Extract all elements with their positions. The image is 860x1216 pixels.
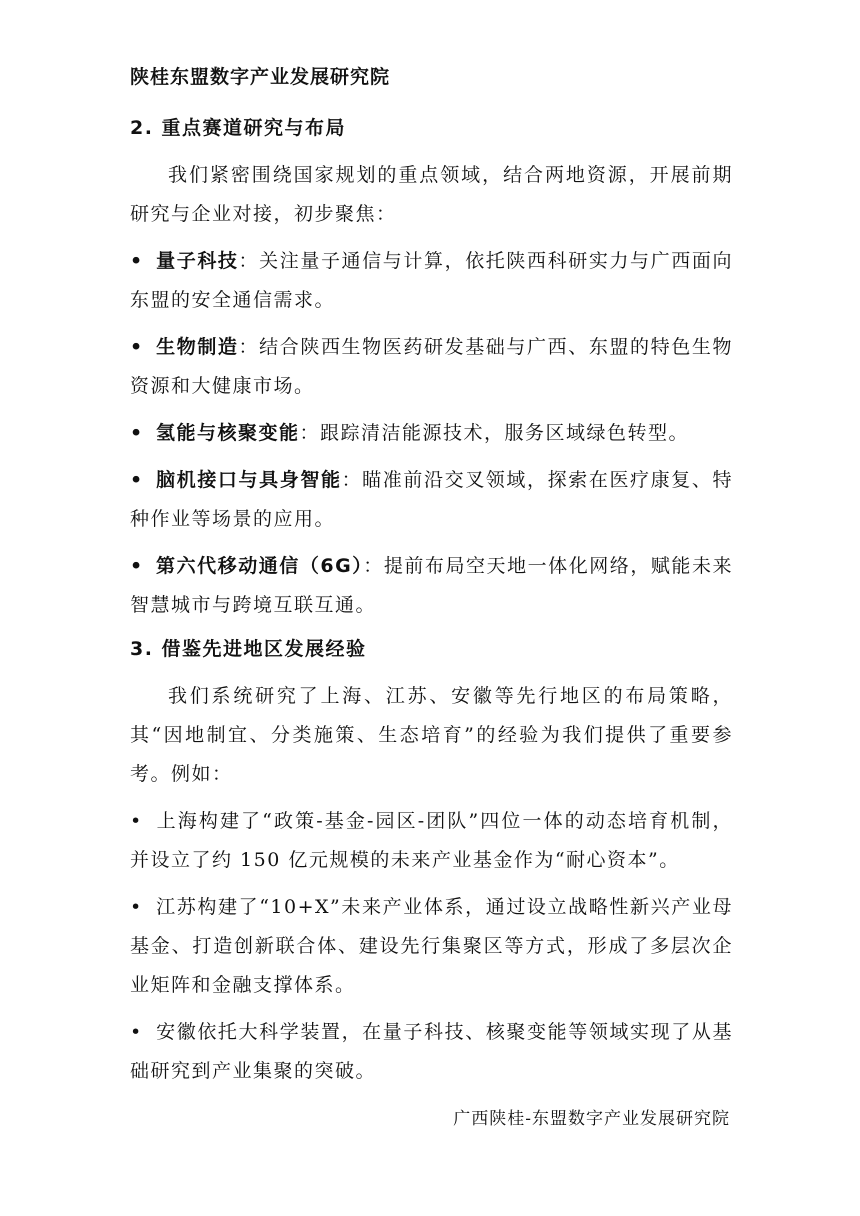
bullet-term: 量子科技 bbox=[156, 250, 239, 272]
bullet-icon: • bbox=[130, 555, 144, 577]
bullet-icon: • bbox=[130, 896, 143, 918]
bullet-item-hydrogen-fusion bbox=[130, 414, 733, 453]
bullet-item-shanghai bbox=[130, 802, 733, 880]
bullet-icon: • bbox=[130, 336, 144, 358]
bullet-term: 第六代移动通信（6G） bbox=[156, 555, 364, 577]
bullet-icon: • bbox=[130, 1021, 143, 1043]
bullet-term: 脑机接口与具身智能 bbox=[156, 469, 342, 491]
bullet-item-6g bbox=[130, 547, 733, 625]
bullet-text: ：关注量子通信与计算，依托陕西科研实力与广西面向东盟的安全通信需求。 bbox=[130, 250, 733, 311]
bullet-text: 江苏构建了“10+X”未来产业体系，通过设立战略性新兴产业母基金、打造创新联合体、建设先行集聚区等方式，形成了多层次企业矩阵和金融支撑体系。 bbox=[130, 896, 733, 996]
bullet-text: 安徽依托大科学装置，在量子科技、核聚变能等领域实现了从基础研究到产业集聚的突破。 bbox=[130, 1021, 733, 1082]
bullet-text: 上海构建了“政策-基金-园区-团队”四位一体的动态培育机制，并设立了约 150 亿元规模的未来产业基金作为“耐心资本”。 bbox=[130, 810, 733, 871]
section-2-intro: 我们紧密围绕国家规划的重点领域，结合两地资源，开展前期研究与企业对接，初步聚焦： bbox=[130, 164, 733, 225]
bullet-item-bci bbox=[130, 461, 733, 539]
bullet-item-quantum bbox=[130, 242, 733, 320]
bullet-item-jiangsu bbox=[130, 888, 733, 1005]
bullet-item-biomanufacturing bbox=[130, 328, 733, 406]
bullet-text: ：提前布局空天地一体化网络，赋能未来智慧城市与跨境互联互通。 bbox=[130, 555, 733, 616]
section-3-heading: 3. 借鉴先进地区发展经验 bbox=[130, 638, 367, 660]
bullet-icon: • bbox=[130, 469, 144, 491]
bullet-term: 氢能与核聚变能 bbox=[156, 422, 300, 444]
bullet-item-anhui bbox=[130, 1013, 733, 1091]
bullet-term: 生物制造 bbox=[156, 336, 239, 358]
section-3-intro: 我们系统研究了上海、江苏、安徽等先行地区的布局策略，其“因地制宜、分类施策、生态培育”的经验为我们提供了重要参考。例如： bbox=[130, 685, 733, 785]
bullet-icon: • bbox=[130, 810, 143, 832]
section-2-heading: 2. 重点赛道研究与布局 bbox=[130, 117, 347, 139]
bullet-text: ：瞄准前沿交叉领域，探索在医疗康复、特种作业等场景的应用。 bbox=[130, 469, 733, 530]
bullet-icon: • bbox=[130, 422, 144, 444]
bullet-text: ：跟踪清洁能源技术，服务区域绿色转型。 bbox=[299, 422, 690, 444]
bullet-icon: • bbox=[130, 250, 144, 272]
page-header: 陕桂东盟数字产业发展研究院 bbox=[130, 66, 391, 88]
document-body bbox=[130, 112, 733, 1099]
page-footer: 广西陕桂-东盟数字产业发展研究院 bbox=[453, 1109, 730, 1129]
bullet-text: ：结合陕西生物医药研发基础与广西、东盟的特色生物资源和大健康市场。 bbox=[130, 336, 733, 397]
